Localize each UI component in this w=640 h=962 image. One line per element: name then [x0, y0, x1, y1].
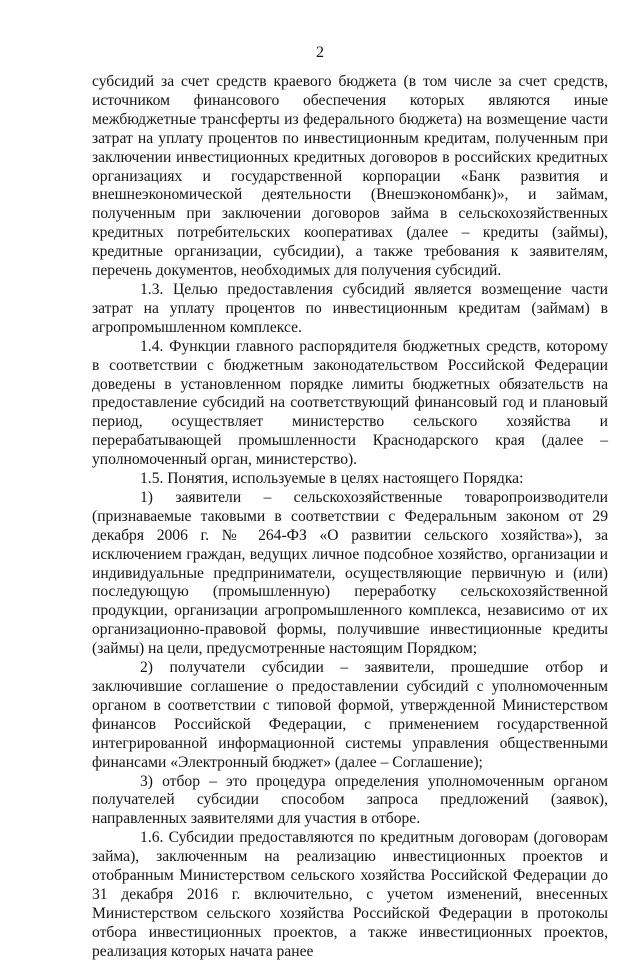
paragraph-definition-recipients: 2) получатели субсидии – заявители, прошедшие отбор и заключившие соглашение о предоставлении субсидий с уполномоченным органом в соответствии с типовой формой, утвержденной Министерством финансов Российской Федерации, с применением государственной интегрированной информационной системы управления общественными финансами «Электронный бюджет» (далее – Соглашение); [92, 659, 608, 771]
paragraph-subsidy-intro: субсидий за счет средств краевого бюджета (в том числе за счет средств, источником финансового обеспечения которых являются иные межбюджетные трансферты из федерального бюджета) на возмещение части затрат на уплату процентов по инвестиционным кредитам, полученным при заключении инвестиционных кредитных договоров в российских кредитных организациях и государственной корпорации «Банк развития и внешнеэкономической деятельности (Внешэкономбанк)», и займам, полученным при заключении договоров займа в сельскохозяйственных кредитных потребительских кооперативах (далее – кредиты (займы), кредитные организации, субсидии), а также требования к заявителям, перечень документов, необходимых для получения субсидий. [92, 73, 608, 280]
document-body [92, 73, 608, 962]
paragraph-1-3-purpose: 1.3. Целью предоставления субсидий является возмещение части затрат на уплату процентов по инвестиционным кредитам (займам) в агропромышленном комплексе. [92, 280, 608, 336]
paragraph-1-6-loan-agreements: 1.6. Субсидии предоставляются по кредитным договорам (договорам займа), заключенным на реализацию инвестиционных проектов и отобранным Министерством сельского хозяйства Российской Федерации до 31 декабря 2016 г. включительно, с учетом изменений, внесенных Министерством сельского хозяйства Российской Федерации в протоколы отбора инвестиционных проектов, а также инвестиционных проектов, реализация которых начата ранее [92, 829, 608, 960]
page-number: 2 [316, 44, 324, 61]
paragraph-1-5-definitions: 1.5. Понятия, используемые в целях настоящего Порядка: [140, 470, 524, 488]
paragraph-definition-selection: 3) отбор – это процедура определения уполномоченным органом получателей субсидии способом запроса предложений (заявок), направленных заявителями для участия в отборе. [92, 772, 608, 828]
paragraph-definition-applicants: 1) заявители – сельскохозяйственные товаропроизводители (признаваемые таковыми в соответствии с Федеральным законом от 29 декабря 2006 г. № 264-ФЗ «О развитии сельского хозяйства»), за исключением граждан, ведущих личное подсобное хозяйство, организации и индивидуальные предприниматели, осуществляющие первичную и (или) последующую (промышленную) переработку сельскохозяйственной продукции, организации агропромышленного комплекса, независимо от их организационно-правовой формы, получившие инвестиционные кредиты (займы) на цели, предусмотренные настоящим Порядком; [92, 488, 608, 658]
paragraph-1-4-functions: 1.4. Функции главного распорядителя бюджетных средств, которому в соответствии с бюджетным законодательством Российской Федерации доведены в установленном порядке лимиты бюджетных обязательств на предоставление субсидий на соответствующий финансовый год и плановый период, осуществляет министерство сельского хозяйства и перерабатывающей промышленности Краснодарского края (далее – уполномоченный орган, министерство). [92, 337, 608, 469]
